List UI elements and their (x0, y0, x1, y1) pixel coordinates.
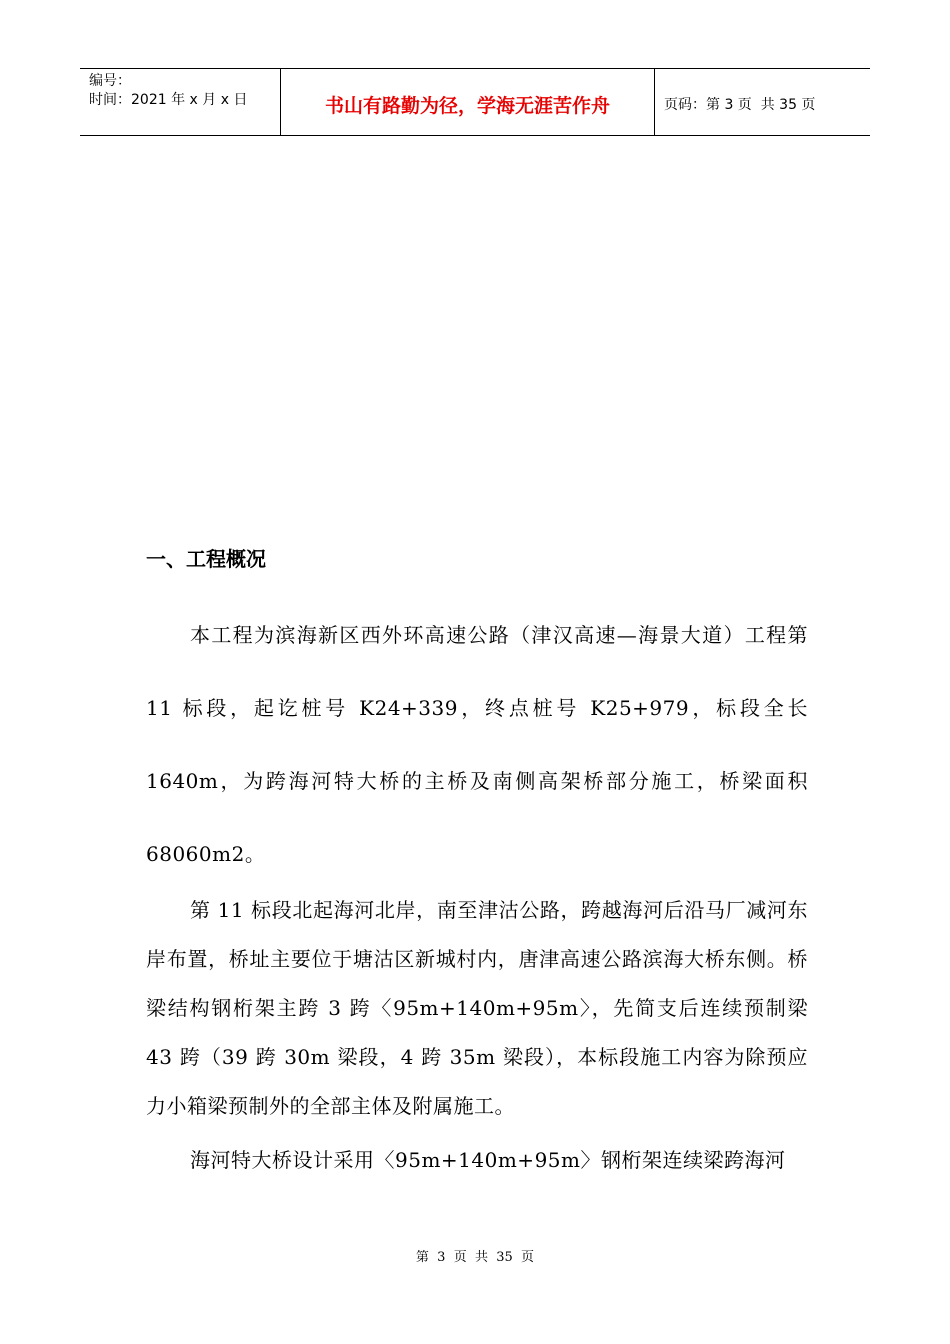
header-meta-cell (80, 69, 281, 135)
paragraph-section-location: 第 11 标段北起海河北岸，南至津沽公路，跨越海河后沿马厂减河东岸布置，桥址主要位于塘沽区新城村内，唐津高速公路滨海大桥东侧。桥梁结构钢桁架主跨 3 跨〈95m+140m+95m〉，先简支后连续预制梁 43 跨（39 跨 30m 梁段，4 跨 35m 梁段），本标段施工内容为除预应力小箱梁预制外的全部主体及附属施工。 (146, 898, 808, 1118)
section-heading: 一、工程概况 (146, 547, 266, 571)
paragraph-project-overview: 本工程为滨海新区西外环高速公路（津汉高速—海景大道）工程第 11 标段，起讫桩号 K24+339，终点桩号 K25+979，标段全长 1640m，为跨海河特大桥的主桥及南侧高架桥部分施工，桥梁面积 68060m2。 (146, 623, 808, 866)
page-footer: 第 3 页 共 35 页 (415, 1250, 535, 1265)
document-number-label: 编号： (89, 73, 131, 89)
document-header (80, 68, 870, 136)
header-page-info: 页码：第 3 页 共 35 页 (664, 97, 816, 113)
paragraph-bridge-design: 海河特大桥设计采用〈95m+140m+95m〉钢桁架连续梁跨海河 (190, 1148, 786, 1172)
document-time-label: 时间：2021 年 x 月 x 日 (89, 92, 248, 108)
header-motto: 书山有路勤为径，学海无涯苦作舟 (281, 69, 655, 135)
